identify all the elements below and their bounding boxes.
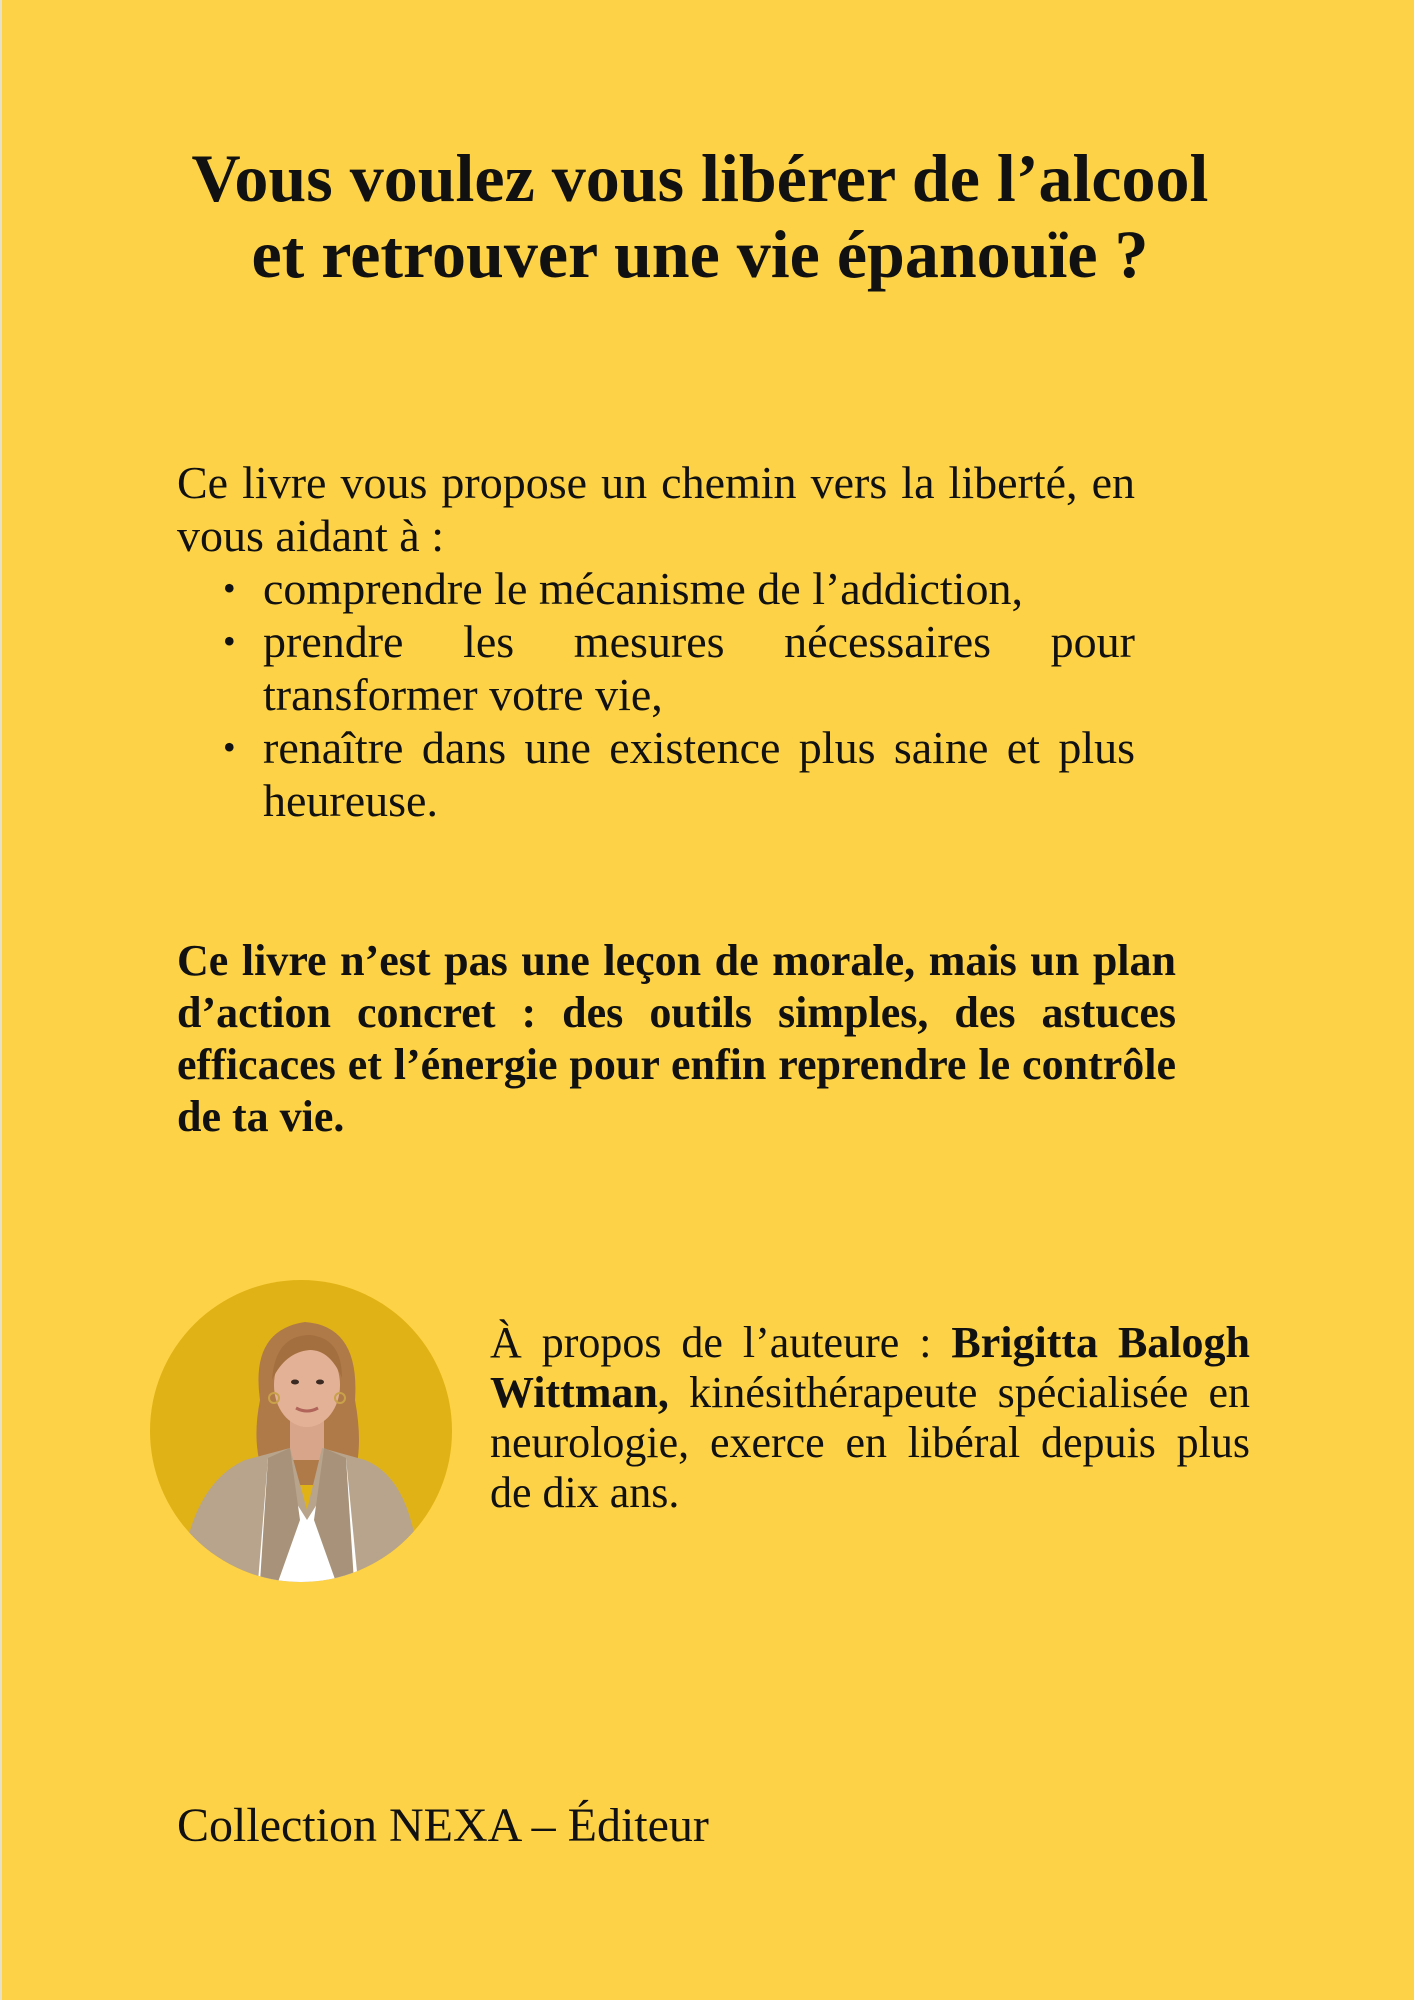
bullet-icon: • (223, 621, 236, 661)
author-bio-prefix: À propos de l’auteure : (490, 1318, 952, 1367)
author-name: Brigitta Balogh Wittman, (490, 1318, 1250, 1417)
list-item (177, 721, 1135, 827)
author-portrait-icon (150, 1280, 452, 1582)
author-bio (490, 1318, 1250, 1518)
benefit-text: comprendre le mécanisme de l’addiction, (263, 563, 1023, 614)
author-description: kinésithérapeute spécialisée en neurologie, exerce en libéral depuis plus de dix ans. (490, 1368, 1250, 1517)
list-item (177, 562, 1135, 615)
benefit-text: prendre les mesures nécessaires pour transformer votre vie, (263, 616, 1135, 720)
bullet-icon: • (223, 568, 236, 608)
list-item (177, 615, 1135, 721)
benefits-list (177, 562, 1135, 827)
intro-section (177, 456, 1135, 827)
headline (100, 140, 1300, 292)
page-edge (0, 0, 2, 2000)
key-statement: Ce livre n’est pas une leçon de morale, mais un plan d’action concret : des outils simples, des astuces efficaces et l’énergie pour enfin reprendre le contrôle de ta vie. (177, 936, 1176, 1141)
headline-line-1: Vous voulez vous libérer de l’alcool (191, 140, 1209, 216)
headline-line-2: et retrouver une vie épanouïe ? (251, 216, 1149, 292)
author-photo (150, 1280, 452, 1582)
intro-text: Ce livre vous propose un chemin vers la liberté, en vous aidant à : (177, 457, 1135, 561)
benefit-text: renaître dans une existence plus saine et plus heureuse. (263, 722, 1135, 826)
publisher-line: Collection NEXA – Éditeur (177, 1799, 709, 1852)
bullet-icon: • (223, 727, 236, 767)
